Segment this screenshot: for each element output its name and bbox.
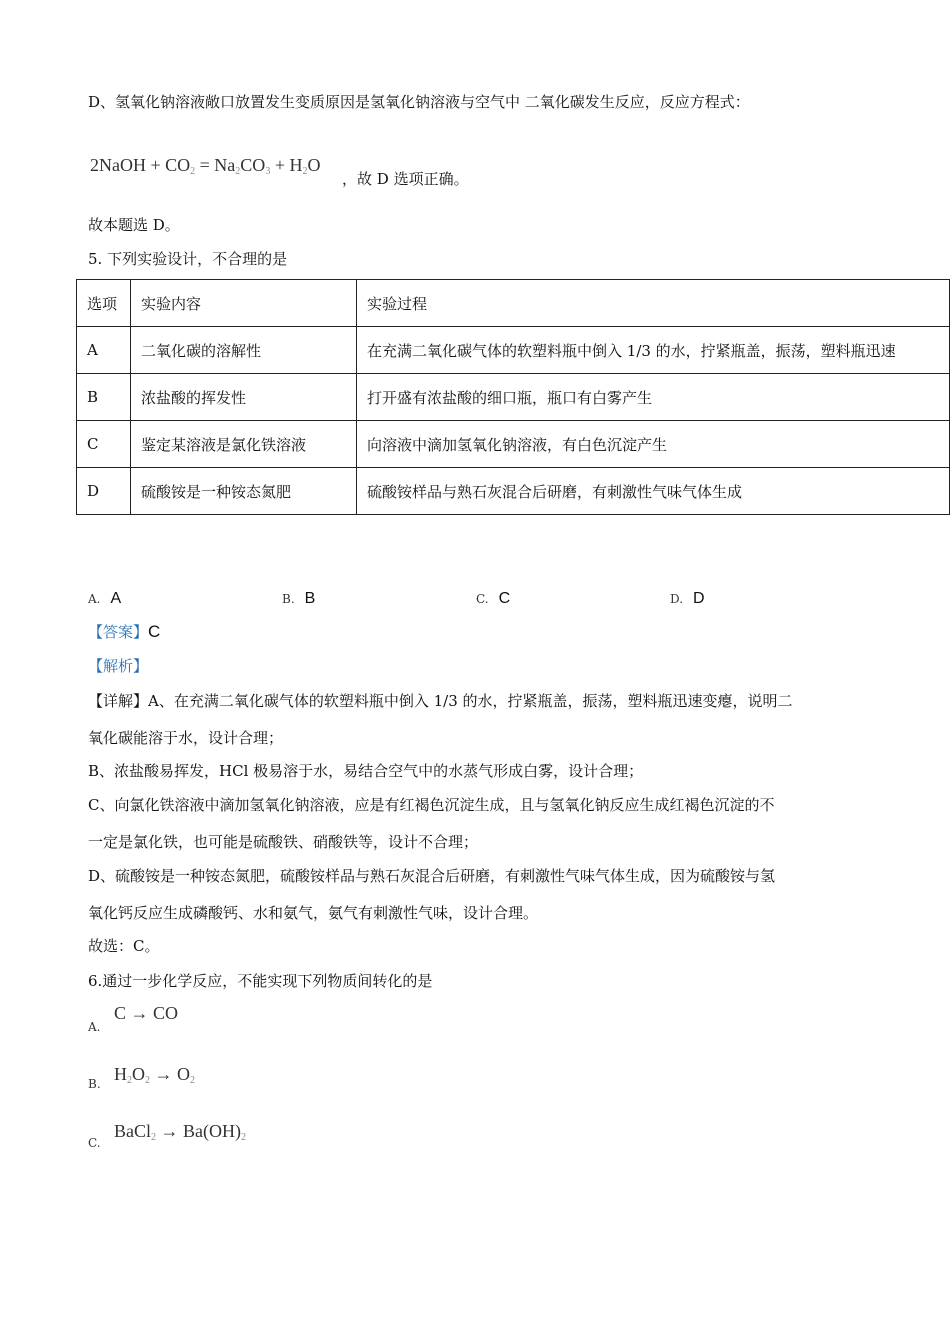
table-row — [77, 468, 950, 515]
q6-option-a-label: A. — [88, 1020, 101, 1034]
explanation-line-8: 故选：C。 — [88, 937, 160, 955]
option-label: A. — [88, 592, 101, 606]
text-line-d: D、氢氧化钠溶液敞口放置发生变质原因是氢氧化钠溶液与空气中 二氧化碳发生反应，反应方程式： — [88, 93, 750, 111]
option-value: D — [693, 590, 705, 607]
table-row — [77, 327, 950, 374]
table-cell: 打开盛有浓盐酸的细口瓶，瓶口有白雾产生 — [357, 374, 950, 421]
table-cell: D — [77, 468, 131, 515]
table-cell: 硫酸铵样品与熟石灰混合后研磨，有刺激性气味气体生成 — [357, 468, 950, 515]
explanation-line-1: 【详解】A、在充满二氧化碳气体的软塑料瓶中倒入 1/3 的水，拧紧瓶盖，振荡，塑料瓶迅速变瘪，说明二 — [88, 692, 793, 710]
table-cell: B — [77, 374, 131, 421]
table-cell: 向溶液中滴加氢氧化钠溶液，有白色沉淀产生 — [357, 421, 950, 468]
table-cell: 鉴定某溶液是氯化铁溶液 — [131, 421, 357, 468]
option-value: C — [498, 590, 511, 607]
table-cell: 硫酸铵是一种铵态氮肥 — [131, 468, 357, 515]
option-b[interactable] — [282, 589, 315, 608]
table-cell: A — [77, 327, 131, 374]
q6-option-c[interactable]: BaCl$_2$ → $Ba(OH)_2$ — [114, 1121, 246, 1143]
answer-label: 【答案】 — [88, 623, 149, 641]
table-header-cell: 实验过程 — [357, 280, 950, 327]
table-cell: C — [77, 421, 131, 468]
equation-naoh-co2: 2NaOH + $CO_2 = Na_2CO_3 + H_2O$ — [90, 155, 321, 177]
analysis-label: 【解析】 — [88, 657, 149, 675]
table-header-cell: 选项 — [77, 280, 131, 327]
table-row — [77, 421, 950, 468]
explanation-line-7: 氧化钙反应生成磷酸钙、水和氨气，氨气有刺激性气味，设计合理。 — [88, 904, 539, 922]
q6-option-a[interactable]: C → CO — [114, 1003, 179, 1023]
option-a[interactable] — [88, 589, 121, 608]
option-value: B — [304, 590, 316, 607]
table-header-cell: 实验内容 — [131, 280, 357, 327]
explanation-line-3: B、浓盐酸易挥发，HCl 极易溶于水，易结合空气中的水蒸气形成白雾，设计合理； — [88, 762, 644, 780]
table-cell: 浓盐酸的挥发性 — [131, 374, 357, 421]
detail-label: 【详解】 — [88, 692, 149, 710]
explanation-line-2: 氧化碳能溶于水，设计合理； — [88, 729, 284, 747]
q6-option-b[interactable]: $H_2O_2 \to O_2$ — [114, 1064, 195, 1086]
option-label: C. — [476, 592, 489, 606]
q6-stem: 6.通过一步化学反应，不能实现下列物质间转化的是 — [88, 972, 433, 990]
table-header-row — [77, 280, 950, 327]
equation-suffix: ，故 D 选项正确。 — [342, 170, 469, 188]
answer-line — [88, 622, 160, 642]
table-cell: 在充满二氧化碳气体的软塑料瓶中倒入 1/3 的水，拧紧瓶盖，振荡，塑料瓶迅速 — [357, 327, 950, 374]
q6-option-b-label: B. — [88, 1077, 101, 1091]
table-cell: 二氧化碳的溶解性 — [131, 327, 357, 374]
explanation-line-5: 一定是氯化铁，也可能是硫酸铁、硝酸铁等，设计不合理； — [88, 833, 479, 851]
option-d[interactable] — [670, 589, 705, 608]
answer-value: C — [148, 622, 161, 641]
option-value: A — [110, 590, 122, 607]
explanation-line-4: C、向氯化铁溶液中滴加氢氧化钠溶液，应是有红褐色沉淀生成，且与氢氧化钠反应生成红褐色沉淀的不 — [88, 796, 775, 814]
q6-option-c-label: C. — [88, 1136, 101, 1150]
option-label: D. — [670, 592, 684, 606]
table-row — [77, 374, 950, 421]
conclusion-text: 故本题选 D。 — [88, 216, 180, 234]
experiment-table — [76, 279, 950, 515]
q5-stem: 5. 下列实验设计，不合理的是 — [88, 250, 288, 268]
option-label: B. — [282, 592, 295, 606]
explanation-line-6: D、硫酸铵是一种铵态氮肥，硫酸铵样品与熟石灰混合后研磨，有刺激性气味气体生成，因为硫酸铵与氢 — [88, 867, 776, 885]
option-c[interactable] — [476, 589, 510, 608]
